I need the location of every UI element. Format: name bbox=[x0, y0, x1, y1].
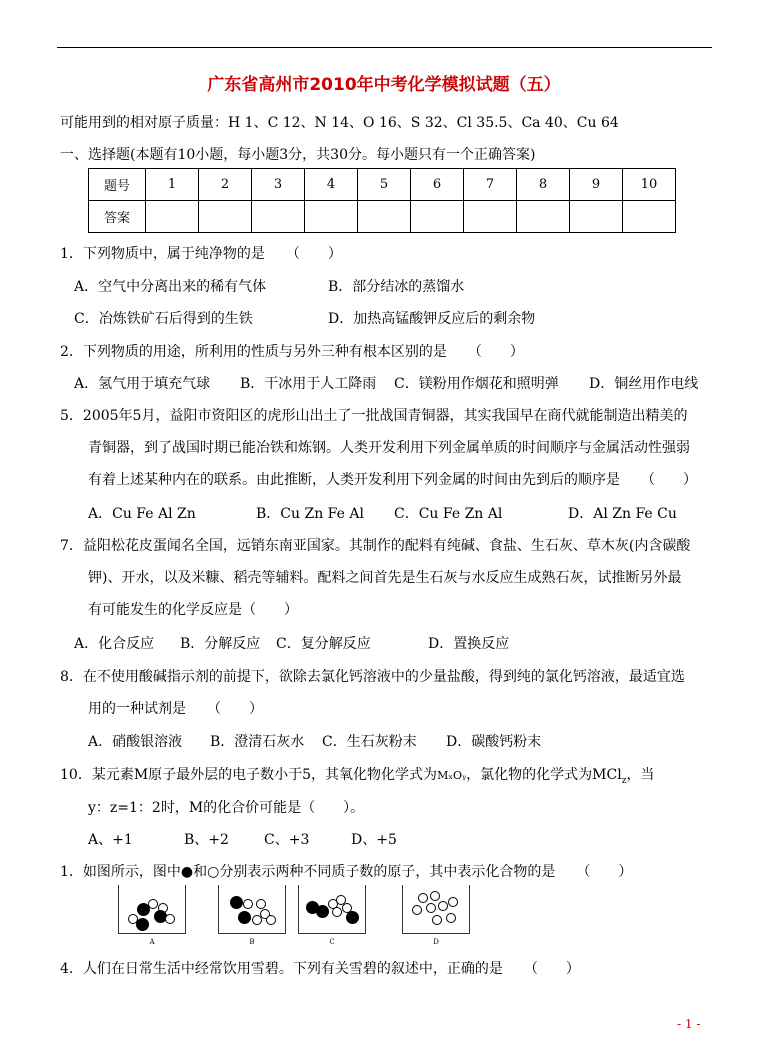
white-atom bbox=[418, 893, 428, 903]
q1-option-c: C．冶炼铁矿石后得到的生铁 bbox=[74, 311, 253, 327]
answer-cell[interactable] bbox=[252, 201, 305, 233]
answer-cell[interactable] bbox=[199, 201, 252, 233]
figure-label: D bbox=[433, 938, 439, 946]
white-atom bbox=[165, 914, 175, 924]
table-cell: 1 bbox=[146, 169, 199, 201]
table-cell: 6 bbox=[411, 169, 464, 201]
q8-option-d: D．碳酸钙粉末 bbox=[446, 734, 542, 750]
table-cell: 5 bbox=[358, 169, 411, 201]
question-7-line3: 有可能发生的化学反应是（ ） bbox=[88, 602, 298, 618]
white-atom bbox=[426, 903, 436, 913]
q1-option-d: D．加热高锰酸钾反应后的剩余物 bbox=[328, 311, 536, 327]
q10-text-b: ，氯化物的化学式为 bbox=[466, 767, 593, 783]
table-cell: 4 bbox=[305, 169, 358, 201]
container-box bbox=[118, 885, 186, 934]
question-2-stem: 2．下列物质的用途，所利用的性质与另外三种有根本区别的是 （ ） bbox=[60, 344, 524, 360]
black-atom bbox=[136, 918, 149, 931]
q5-option-a: A．Cu Fe Al Zn bbox=[88, 506, 196, 522]
white-atom bbox=[412, 905, 422, 915]
q8-option-c: C．生石灰粉末 bbox=[322, 734, 417, 750]
black-atom bbox=[316, 905, 329, 918]
table-cell: 10 bbox=[623, 169, 676, 201]
question-8-line1: 8．在不使用酸碱指示剂的前提下，欲除去氯化钙溶液中的少量盐酸，得到纯的氯化钙溶液，最适宜选 bbox=[60, 669, 685, 685]
answer-cell[interactable] bbox=[146, 201, 199, 233]
page-title: 广东省高州市2010年中考化学模拟试题（五） bbox=[207, 75, 561, 95]
table-cell: 7 bbox=[464, 169, 517, 201]
q2-option-c: C．镁粉用作烟花和照明弹 bbox=[394, 376, 559, 392]
black-atom bbox=[230, 896, 243, 909]
chloride-formula: MCl bbox=[592, 767, 622, 783]
oxide-formula: MₓOᵧ bbox=[437, 769, 467, 782]
figure-label: B bbox=[249, 938, 255, 946]
answer-cell[interactable] bbox=[623, 201, 676, 233]
figure-c bbox=[298, 885, 366, 946]
answer-cell[interactable] bbox=[305, 201, 358, 233]
chloride-subscript: z bbox=[621, 775, 627, 786]
white-atom bbox=[448, 897, 458, 907]
q10-option-a: A、+1 bbox=[88, 832, 133, 848]
table-cell: 3 bbox=[252, 169, 305, 201]
question-1-stem: 1．下列物质中，属于纯净物的是 （ ） bbox=[60, 246, 342, 262]
q7-option-c: C．复分解反应 bbox=[276, 636, 371, 652]
answer-cell[interactable] bbox=[464, 201, 517, 233]
white-atom bbox=[438, 901, 448, 911]
q10-text-a: 10．某元素M原子最外层的电子数小于5，其氧化物化学式为 bbox=[60, 767, 438, 783]
q2-option-a: A．氢气用于填充气球 bbox=[74, 376, 211, 392]
figure-label: A bbox=[149, 938, 155, 946]
answer-cell[interactable] bbox=[411, 201, 464, 233]
white-atom bbox=[446, 913, 456, 923]
question-5-line1: 5．2005年5月，益阳市资阳区的虎形山出土了一批战国青铜器，其实我国早在商代就能制造出精美的 bbox=[60, 408, 688, 424]
black-atom bbox=[238, 911, 251, 924]
q7-option-b: B．分解反应 bbox=[180, 636, 261, 652]
q5-option-d: D．Al Zn Fe Cu bbox=[568, 506, 677, 522]
q1-option-a: A．空气中分离出来的稀有气体 bbox=[74, 279, 267, 295]
answer-cell[interactable] bbox=[517, 201, 570, 233]
white-atom bbox=[243, 899, 253, 909]
q5-option-c: C．Cu Fe Zn Al bbox=[394, 506, 503, 522]
q1-option-b: B．部分结冰的蒸馏水 bbox=[328, 279, 465, 295]
answer-cell[interactable] bbox=[358, 201, 411, 233]
atomic-masses: 可能用到的相对原子质量：H 1、C 12、N 14、O 16、S 32、Cl 35.5、Ca 40、Cu 64 bbox=[60, 115, 619, 131]
section-heading: 一、选择题(本题有10小题，每小题3分，共30分。每小题只有一个正确答案) bbox=[60, 147, 536, 163]
table-header-number: 题号 bbox=[89, 169, 146, 201]
q10-option-c: C、+3 bbox=[264, 832, 310, 848]
table-header-answer: 答案 bbox=[89, 201, 146, 233]
white-atom bbox=[430, 891, 440, 901]
table-cell: 9 bbox=[570, 169, 623, 201]
q8-option-a: A．硝酸银溶液 bbox=[88, 734, 183, 750]
white-atom bbox=[252, 915, 262, 925]
q10-option-d: D、+5 bbox=[351, 832, 397, 848]
black-atom bbox=[346, 911, 359, 924]
question-10-line1 bbox=[60, 764, 654, 786]
q10-text-c: ，当 bbox=[626, 767, 655, 783]
q2-option-d: D．铜丝用作电线 bbox=[589, 376, 699, 392]
header-rule bbox=[57, 47, 712, 48]
page-number: - 1 - bbox=[677, 1017, 701, 1031]
question-5-line2: 青铜器，到了战国时期已能冶铁和炼钢。人类开发利用下列金属单质的时间顺序与金属活动性强弱 bbox=[88, 440, 690, 456]
question-5-line3: 有着上述某种内在的联系。由此推断，人类开发利用下列金属的时间由先到后的顺序是 （ ） bbox=[88, 472, 697, 488]
answer-cell[interactable] bbox=[570, 201, 623, 233]
question-1b-stem: 1．如图所示，图中●和○分别表示两种不同质子数的原子，其中表示化合物的是 （ ） bbox=[60, 864, 633, 880]
q7-option-a: A．化合反应 bbox=[74, 636, 155, 652]
container-box bbox=[218, 885, 286, 934]
table-cell: 8 bbox=[517, 169, 570, 201]
table-cell: 2 bbox=[199, 169, 252, 201]
table-row bbox=[89, 201, 676, 233]
question-8-line2: 用的一种试剂是 （ ） bbox=[88, 701, 263, 717]
figure-a bbox=[118, 885, 186, 946]
table-row bbox=[89, 169, 676, 201]
q5-option-b: B．Cu Zn Fe Al bbox=[256, 506, 364, 522]
figure-d bbox=[402, 885, 470, 946]
answer-table bbox=[88, 168, 676, 233]
question-7-line2: 钾)、开水，以及米糠、稻壳等辅料。配料之间首先是生石灰与水反应生成熟石灰，试推断另外最 bbox=[88, 570, 682, 586]
q10-option-b: B、+2 bbox=[184, 832, 229, 848]
q2-option-b: B．干冰用于人工降雨 bbox=[240, 376, 377, 392]
white-atom bbox=[266, 915, 276, 925]
question-7-line1: 7．益阳松花皮蛋闻名全国，远销东南亚国家。其制作的配料有纯碱、食盐、生石灰、草木灰(内含碳酸 bbox=[60, 538, 691, 554]
question-4-stem: 4．人们在日常生活中经常饮用雪碧。下列有关雪碧的叙述中，正确的是 （ ） bbox=[60, 961, 580, 977]
q8-option-b: B．澄清石灰水 bbox=[210, 734, 305, 750]
white-atom bbox=[332, 907, 342, 917]
figure-b bbox=[218, 885, 286, 946]
white-atom bbox=[148, 899, 158, 909]
white-atom bbox=[256, 899, 266, 909]
white-atom bbox=[432, 915, 442, 925]
figure-label: C bbox=[329, 938, 335, 946]
q7-option-d: D．置换反应 bbox=[428, 636, 510, 652]
question-10-line2: y：z=1：2时，M的化合价可能是（ ）。 bbox=[88, 800, 365, 816]
